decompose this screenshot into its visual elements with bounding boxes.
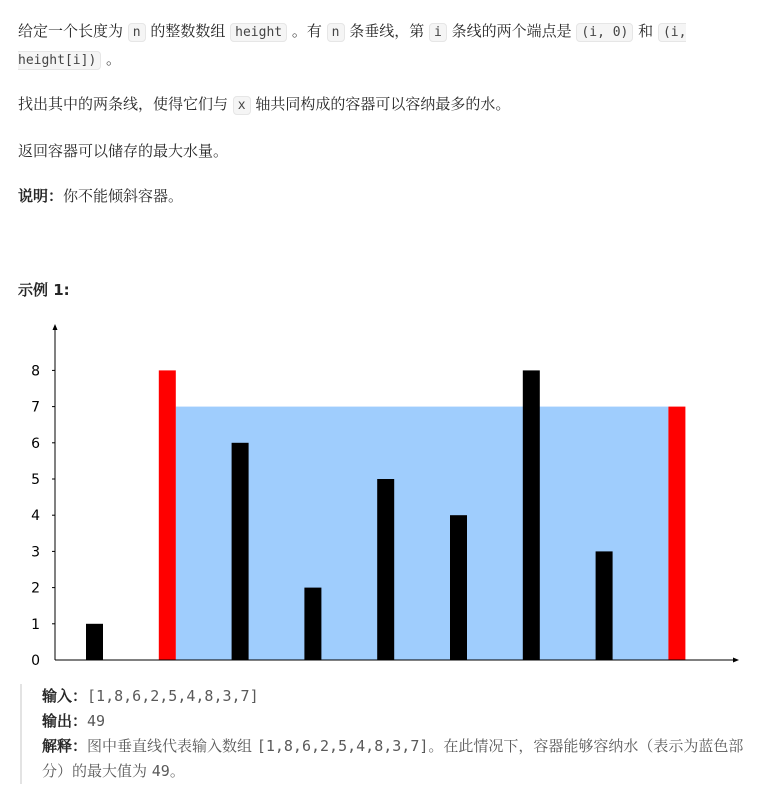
y-tick-label: 0 [31,653,40,669]
y-tick-label: 6 [31,435,40,452]
example-block [20,684,748,784]
y-tick-label: 4 [31,508,40,525]
y-tick-label: 3 [31,544,40,561]
x-axis-arrow [733,658,739,663]
input-label: 输入： [42,687,88,705]
text: 条线的两个端点是 [446,22,577,40]
code-n: n [327,23,345,42]
bar [304,588,321,660]
explain-result: 49 [151,762,170,780]
text: 。有 [287,22,327,40]
text: 和 [633,22,658,40]
y-tick-label: 5 [31,472,40,488]
code-endpoint-top: (i, height[i]) [18,25,687,68]
bar [232,443,249,660]
y-tick-label: 1 [31,616,40,633]
example-explanation [42,734,748,784]
code-height: height [230,23,287,42]
note-label: 说明： [18,187,64,205]
text: 轴共同构成的容器可以容纳最多的水。 [250,95,511,113]
bar [523,370,540,660]
highlight-bar [159,370,176,660]
explain-text: 。 [169,762,185,780]
explain-label: 解释： [42,737,88,755]
explain-text: 图中垂直线代表输入数组 [87,737,257,755]
problem-return: 返回容器可以储存的最大水量。 [18,142,229,160]
text: 给定一个长度为 [18,22,128,40]
bar [86,624,103,660]
code-n: n [128,23,146,42]
problem-task [18,91,739,119]
y-tick-label: 2 [31,580,40,597]
bar [450,515,467,660]
container-chart [0,318,759,680]
bar [596,551,613,660]
code-endpoint-bottom: (i, 0) [576,23,633,42]
text: 的整数数组 [145,22,231,40]
problem-note [18,183,739,210]
text: 条垂线，第 [344,22,430,40]
text: 。 [101,50,122,68]
code-x: x [233,96,251,115]
code-i: i [429,23,447,42]
example-input [42,684,748,709]
y-tick-label: 8 [31,363,40,380]
explain-code: [1,8,6,2,5,4,8,3,7] [256,737,429,755]
note-text: 你不能倾斜容器。 [63,187,184,205]
input-value: [1,8,6,2,5,4,8,3,7] [87,687,259,705]
output-label: 输出： [42,712,88,730]
highlight-bar [668,407,685,660]
bar [377,479,394,660]
problem-statement [18,18,739,74]
output-value: 49 [87,712,106,730]
water-area [176,407,669,660]
y-tick-label: 7 [31,399,40,416]
example-output [42,709,748,734]
example-title: 示例 1: [18,281,70,299]
text: 找出其中的两条线，使得它们与 [18,95,233,113]
explain-text: 。在此情况下，容器能够容纳水（表示为蓝色部分）的最大值为 [42,737,744,780]
y-axis-arrow [53,324,58,330]
